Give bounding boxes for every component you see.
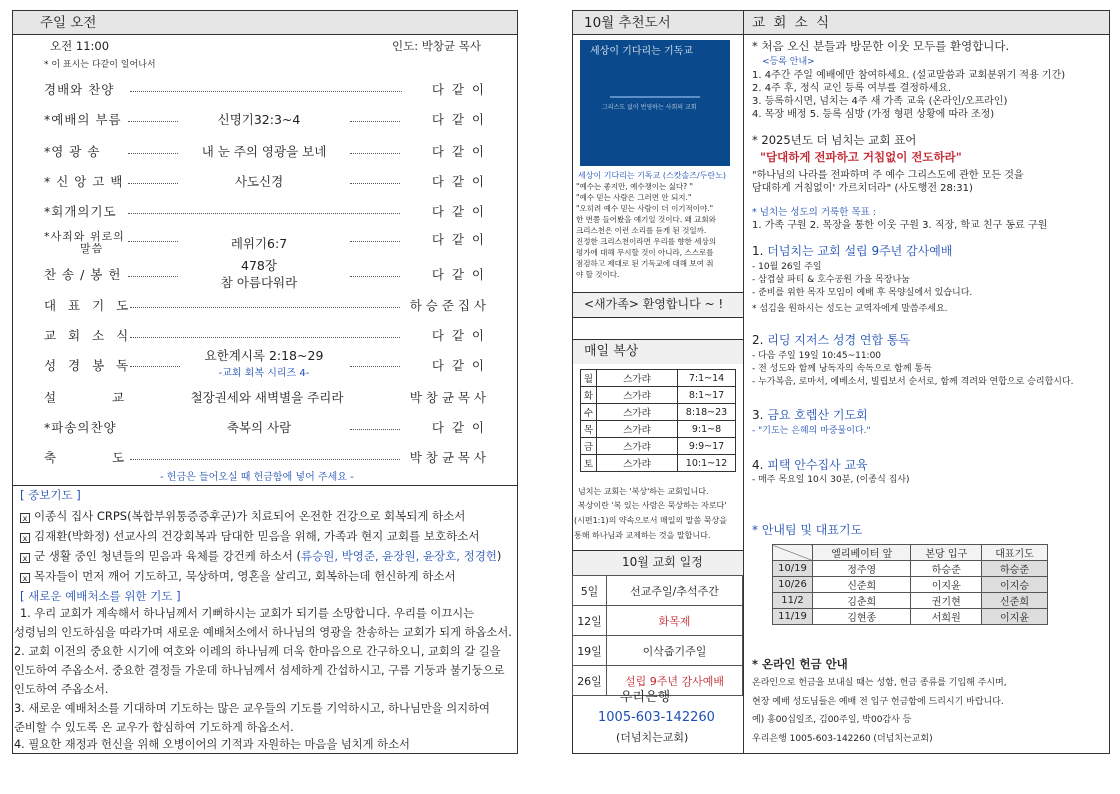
intercession-item: x 목자들이 먼저 깨어 기도하고, 묵상하며, 영혼을 살리고, 회복하는데 헌신하게 하소서 bbox=[20, 568, 456, 584]
order-content: 신명기32:3~4 bbox=[217, 112, 301, 127]
newplace-line: 1. 우리 교회가 계속해서 하나님께서 기뻐하시는 교회가 되기를 소망합니다. 우리를 이끄시는 bbox=[20, 607, 475, 620]
newplace-line: 2. 교회 이전의 중요한 시기에 여호와 이레의 하나님께 더욱 한마음으로 간구하오니, 교회의 갈 길을 bbox=[14, 645, 501, 658]
book-text: 진정한 크리스천이라면 우리를 향한 세상의 bbox=[576, 237, 716, 246]
worship-time: 오전 11:00 bbox=[50, 39, 110, 53]
news-4-title: 4. 피택 안수집사 교육 bbox=[752, 458, 868, 472]
order-row-scripture bbox=[44, 346, 486, 380]
table-row: 5일 선교주일/추석주간 bbox=[573, 576, 743, 606]
newplace-title: [ 새로운 예배처소를 위한 기도 ] bbox=[20, 589, 181, 603]
daily-note: (시편1:1)의 약속으로서 매일의 말씀 묵상을 bbox=[574, 516, 727, 525]
table-row: 금 스가랴 9:9~17 bbox=[581, 438, 736, 455]
registration-step: 4. 목장 배정 5. 등록 심방 (가정 형편 상황에 따라 조정) bbox=[752, 109, 995, 120]
order-name: *회개의기도 bbox=[44, 204, 117, 219]
order-name: *사죄와 위로의 bbox=[44, 230, 125, 243]
goal-text: 1. 가족 구원 2. 목장을 통한 이웃 구원 3. 직장, 학교 친구 동료 구원 bbox=[752, 220, 1048, 231]
book-cover-title: 세상이 기다리는 기독교 bbox=[590, 46, 693, 57]
guide-title: * 안내팀 및 대표기도 bbox=[752, 523, 863, 537]
order-leader: 다 같 이 bbox=[431, 358, 486, 373]
checkbox-icon: x bbox=[20, 553, 30, 563]
table-row: 수 스가랴 8:18~23 bbox=[581, 404, 736, 421]
table-row: 11/19 김현종 서희원 이지윤 bbox=[773, 609, 1048, 625]
news-1-line: - 준비를 위한 목자 모임이 예배 후 목양실에서 있습니다. bbox=[752, 288, 973, 298]
order-row-absolution bbox=[44, 228, 486, 258]
bank-owner: (더넘치는교회) bbox=[616, 731, 689, 744]
order-row-confession bbox=[44, 200, 486, 222]
motto-verse: "하나님의 나라를 전파하며 주 예수 그리스도에 관한 모든 것을 bbox=[752, 170, 1024, 181]
news-1-line: - 10월 26일 주일 bbox=[752, 262, 822, 272]
order-leader: 다 같 이 bbox=[431, 144, 486, 159]
book-title: 세상이 기다리는 기독교 (스캇솔즈/두란노) bbox=[578, 171, 726, 180]
order-name: *예배의 부름 bbox=[44, 112, 122, 127]
order-leader: 다 같 이 bbox=[431, 82, 486, 97]
order-row-sermon bbox=[44, 386, 486, 408]
online-offering-line: 온라인으로 헌금을 보내실 때는 성함, 헌금 종류를 기입해 주시며, bbox=[752, 678, 1007, 688]
order-leader: 하 승 준 집 사 bbox=[409, 298, 486, 313]
order-content-line2: 참 아름다워라 bbox=[220, 275, 298, 290]
bank-account: 1005-603-142260 bbox=[598, 710, 715, 725]
book-cover-subtitle: 그리스도 없이 번영하는 사회의 교회 bbox=[602, 104, 697, 111]
order-content-series: -교회 회복 시리즈 4- bbox=[218, 368, 310, 379]
order-name: 설 교 bbox=[44, 390, 126, 405]
schedule-title: 10월 교회 일정 bbox=[622, 555, 703, 569]
new-family-welcome: <새가족> 환영합니다 ~ ! bbox=[584, 297, 724, 311]
table-row: 12일 화목제 bbox=[573, 606, 743, 636]
news-1-title: 1. 더넘치는 교회 설립 9주년 감사예배 bbox=[752, 244, 953, 258]
order-leader: 다 같 이 bbox=[431, 204, 486, 219]
book-text: "예수 믿는 사람은 그러면 안 되지." bbox=[576, 193, 692, 202]
order-row-offering bbox=[44, 256, 486, 292]
online-offering-line: 우리은행 1005-603-142260 (더넘치는교회) bbox=[752, 734, 933, 744]
table-row: 화 스가랴 8:1~17 bbox=[581, 387, 736, 404]
newplace-line: 준비할 수 있도록 온 교우가 합심하여 기도하게 하옵소서. bbox=[14, 721, 294, 734]
book-text: 점검하고 제대로 된 기독교에 대해 보여 줘 bbox=[576, 259, 714, 268]
order-name: 교 회 소 식 bbox=[44, 328, 133, 343]
registration-step: 2. 4주 후, 정식 교인 등록 여부를 결정하세요. bbox=[752, 83, 952, 94]
news-1-line: * 섬김을 원하시는 성도는 교역자에게 말씀주세요. bbox=[752, 304, 948, 314]
order-leader: 다 같 이 bbox=[431, 267, 486, 282]
offering-note: - 헌금은 들어오실 때 헌금함에 넣어 주세요 - bbox=[160, 472, 354, 483]
order-leader: 다 같 이 bbox=[431, 420, 486, 435]
order-content: 철장권세와 새벽별을 주리라 bbox=[190, 390, 344, 405]
newplace-line: 성령님의 인도하심을 따라가며 새로운 예배처소에서 하나님의 영광을 찬송하는 교회가 되게 하옵소서. bbox=[14, 626, 512, 639]
order-name: 성 경 봉 독 bbox=[44, 358, 133, 373]
order-content: 축복의 사람 bbox=[226, 420, 292, 435]
guide-table bbox=[772, 544, 1048, 625]
daily-note: 넘치는 교회는 '복상'하는 교회입니다. bbox=[578, 487, 709, 496]
table-row: 월 스가랴 7:1~14 bbox=[581, 370, 736, 387]
order-content: 요한계시록 2:18~29 bbox=[204, 348, 324, 363]
order-name: 찬 송 / 봉 헌 bbox=[44, 267, 122, 282]
soldier-names: 류승원, 박영준, 윤장원, 윤장호, 정경헌 bbox=[301, 549, 497, 563]
online-offering-line: 예) 홍00십일조, 김00주일, 박00감사 등 bbox=[752, 715, 912, 725]
order-content: 사도신경 bbox=[234, 174, 284, 189]
checkbox-icon: x bbox=[20, 513, 30, 523]
daily-reading-table bbox=[580, 369, 736, 472]
order-name: 축 도 bbox=[44, 450, 126, 465]
online-offering-title: * 온라인 헌금 안내 bbox=[752, 657, 848, 671]
daily-title: 매일 복상 bbox=[584, 344, 639, 359]
newplace-line: 3. 새로운 예배처소를 기대하며 기도하는 많은 교우들의 기도를 기억하시고, 하나님만을 의지하여 bbox=[14, 702, 490, 715]
intercession-item: x 군 생활 중인 청년들의 믿음과 육체를 강건케 하소서 (류승원, 박영준, 윤장원, 윤장호, 정경헌) bbox=[20, 548, 501, 564]
schedule-table bbox=[572, 575, 743, 696]
news-2-title: 2. 리딩 지저스 성경 연합 통독 bbox=[752, 333, 911, 347]
goal-title: * 넘치는 성도의 거룩한 목표 : bbox=[752, 207, 876, 218]
table-header-row: 엘리베이터 앞 본당 입구 대표기도 bbox=[773, 545, 1048, 561]
daily-note: 통해 하나님과 교제하는 것을 말합니다. bbox=[574, 531, 711, 540]
order-leader: 다 같 이 bbox=[431, 328, 486, 343]
book-cover-art bbox=[610, 96, 700, 98]
order-row-gloria bbox=[44, 140, 486, 162]
worship-title: 주일 오전 bbox=[40, 15, 97, 31]
motto-verse: 담대하게 거침없이' 가르치더라" (사도행전 28:31) bbox=[752, 183, 973, 194]
table-row: 11/2 김춘희 권기현 신준희 bbox=[773, 593, 1048, 609]
intercession-title: [ 중보기도 ] bbox=[20, 488, 81, 502]
order-content: 478장 bbox=[241, 258, 277, 273]
order-name-line2: 말씀 bbox=[80, 242, 104, 255]
order-row-sending bbox=[44, 416, 486, 438]
motto-label: * 2025년도 더 넘치는 교회 표어 bbox=[752, 133, 917, 147]
registration-title: <등록 안내> bbox=[762, 57, 815, 67]
book-text: 평가에 대해 무시할 것이 아니라, 스스로를 bbox=[576, 248, 714, 257]
registration-step: 1. 4주간 주일 예배에만 참여하세요. (설교말씀과 교회분위기 적용 기간) bbox=[752, 70, 1066, 81]
order-row-benediction bbox=[44, 446, 486, 468]
order-name: *파송의찬양 bbox=[44, 420, 117, 435]
table-row: 10/19 정주영 하승준 하승준 bbox=[773, 561, 1048, 577]
order-leader: 박 창 균 목 사 bbox=[409, 390, 486, 405]
checkbox-icon: x bbox=[20, 573, 30, 583]
newplace-line: 인도하여 주옵소서. 중요한 결정들 가운데 하나님께서 섬세하게 간섭하시고, 구름 기둥과 불기둥으로 bbox=[14, 664, 505, 677]
worship-leader: 인도: 박창균 목사 bbox=[392, 39, 481, 53]
daily-note: 복상이란 '복 있는 사람은 묵상하는 자로다' bbox=[578, 501, 727, 510]
order-name: 대 표 기 도 bbox=[44, 298, 133, 313]
newplace-line: 4. 필요한 재정과 헌신을 위해 오병이어의 기적과 자원하는 마음을 넘치게 하소서 bbox=[14, 738, 410, 751]
order-row-news bbox=[44, 324, 486, 346]
order-leader: 다 같 이 bbox=[431, 232, 486, 247]
order-leader: 다 같 이 bbox=[431, 174, 486, 189]
column-divider bbox=[743, 10, 744, 754]
registration-step: 3. 등록하시면, 넘치는 4주 새 가족 교육 (온라인/오프라인) bbox=[752, 96, 1008, 107]
table-row: 26일 설립 9주년 감사예배 bbox=[573, 666, 743, 696]
news-4-line: - 매주 목요일 10시 30분, (이종식 집사) bbox=[752, 475, 910, 485]
motto: "담대하게 전파하고 거침없이 전도하라" bbox=[760, 150, 962, 164]
book-text: "오히려 예수 믿는 사람이 더 이기적이야." bbox=[576, 204, 714, 213]
order-name: * 신 앙 고 백 bbox=[44, 174, 124, 189]
order-content: 레위기6:7 bbox=[230, 236, 288, 251]
news-3-title: 3. 금요 호렙산 기도회 bbox=[752, 408, 868, 422]
order-row-rep-prayer bbox=[44, 294, 486, 316]
news-2-line: - 다음 주일 19일 10:45~11:00 bbox=[752, 351, 882, 361]
intercession-item: x 김재환(박화정) 선교사의 건강회복과 담대한 믿음을 위해, 가족과 현지 교회를 보호하소서 bbox=[20, 528, 479, 544]
book-text: 크리스천은 이런 소리를 듣게 된 것일까. bbox=[576, 226, 707, 235]
news-3-line: - "기도는 은혜의 마중물이다." bbox=[752, 426, 871, 436]
order-row-praise bbox=[44, 78, 486, 100]
welcome-visitors: * 처음 오신 분들과 방문한 이웃 모두를 환영합니다. bbox=[752, 39, 1010, 53]
order-content: 내 눈 주의 영광을 보네 bbox=[201, 144, 327, 159]
stand-note: * 이 표시는 다같이 일어나서 bbox=[44, 60, 156, 70]
order-row-call bbox=[44, 108, 486, 130]
order-row-creed bbox=[44, 170, 486, 192]
news-header: 교 회 소 식 bbox=[752, 15, 832, 31]
table-row: 목 스가랴 9:1~8 bbox=[581, 421, 736, 438]
table-row: 토 스가랴 10:1~12 bbox=[581, 455, 736, 472]
news-2-line: - 전 성도와 함께 낭독자의 속독으로 함께 통독 bbox=[752, 364, 932, 374]
book-text: "예수는 좋지만, 예수쟁이는 싫다? " bbox=[576, 182, 693, 191]
bank-name: 우리은행 bbox=[620, 690, 671, 705]
table-row: 10/26 신준희 이지윤 이지승 bbox=[773, 577, 1048, 593]
order-leader: 박 창 균 목 사 bbox=[409, 450, 486, 465]
book-text: 한 번쯤 들어봤을 얘기일 것이다. 왜 교회와 bbox=[576, 215, 716, 224]
intercession-item: x 이종식 집사 CRPS(복합부위통증증후군)가 치료되어 온전한 건강으로 회복되게 하소서 bbox=[20, 508, 465, 524]
order-leader: 다 같 이 bbox=[431, 112, 486, 127]
news-1-line: - 삼겹살 파티 & 호수공원 가을 목장나눔 bbox=[752, 275, 910, 285]
order-name: 경배와 찬양 bbox=[44, 82, 115, 97]
news-2-line: - 누가복음, 로마서, 에베소서, 빌립보서 순서로, 함께 격려와 연합으로 승리합시다. bbox=[752, 377, 1074, 387]
book-header: 10월 추천도서 bbox=[584, 15, 671, 31]
book-cover-image bbox=[580, 40, 730, 166]
checkbox-icon: x bbox=[20, 533, 30, 543]
order-name: *영 광 송 bbox=[44, 144, 101, 159]
divider bbox=[12, 485, 518, 486]
newplace-line: 인도하여 주옵소서. bbox=[14, 683, 109, 696]
online-offering-line: 현장 예배 성도님들은 예배 전 입구 헌금함에 드리시기 바랍니다. bbox=[752, 697, 1004, 707]
table-row: 19일 이삭줍기주일 bbox=[573, 636, 743, 666]
book-text: 야 할 것이다. bbox=[576, 270, 620, 279]
